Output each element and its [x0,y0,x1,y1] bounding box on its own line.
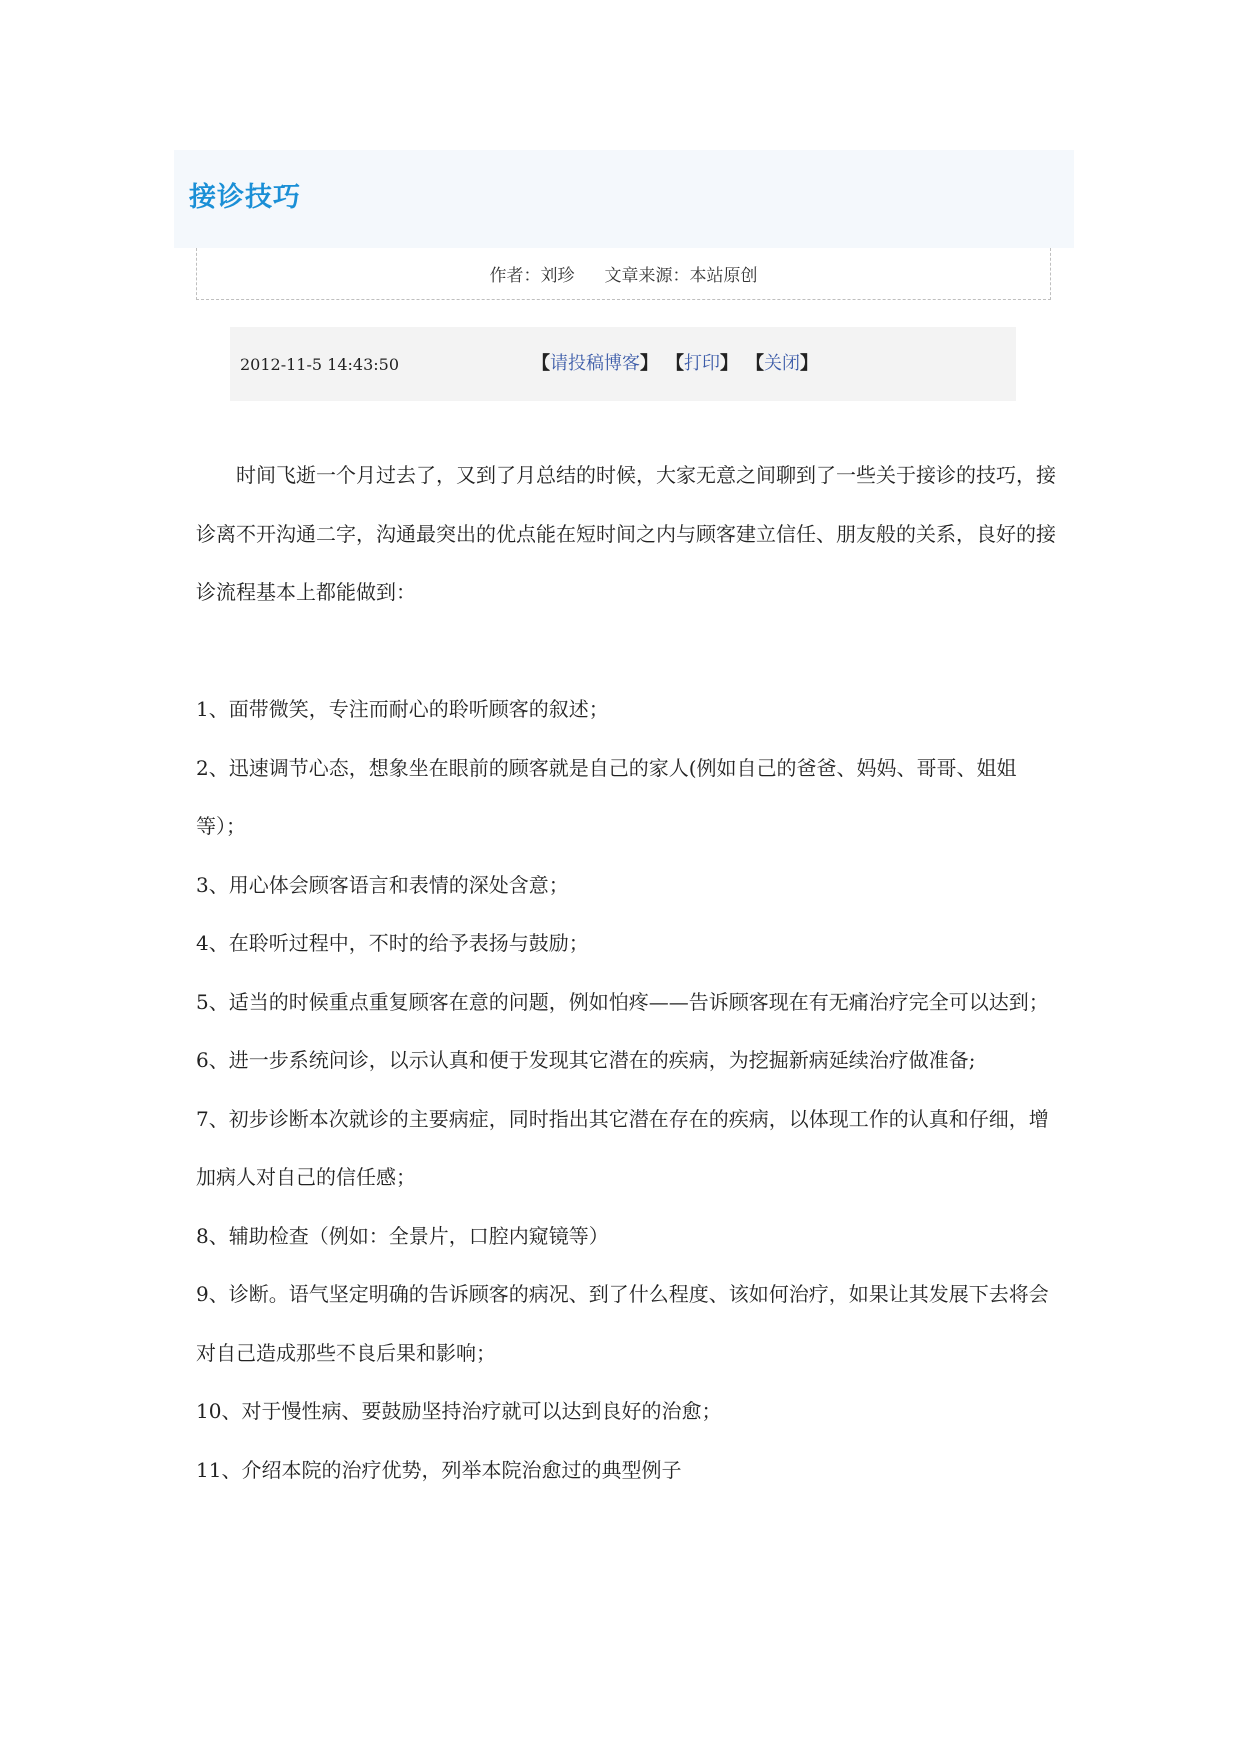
print-link[interactable]: 打印 [684,353,720,374]
list-item: 1、面带微笑，专注而耐心的聆听顾客的叙述； [196,697,609,721]
title-band [174,150,1074,248]
submit-blog-link[interactable]: 请投稿博客 [550,353,640,374]
close-link[interactable]: 关闭 [764,353,800,374]
author-label: 作者：刘珍 [489,266,575,286]
list-item: 4、在聆听过程中，不时的给予表扬与鼓励； [196,931,589,955]
list-item: 3、用心体会顾客语言和表情的深处含意； [196,872,569,897]
list-item: 9、诊断。语气坚定明确的告诉顾客的病况、到了什么程度、该如何治疗，如果让其发展下去将会对自己造成那些不良后果和影响； [196,1282,1049,1365]
publish-datetime: 2012-11-5 14:43:50 [240,355,400,374]
list-item: 7、初步诊断本次就诊的主要病症，同时指出其它潜在存在的疾病，以体现工作的认真和仔细，增加病人对自己的信任感； [196,1106,1049,1189]
source-label: 文章来源：本站原创 [604,266,758,286]
toolbar-links: 【请投稿博客】 【打印】 【关闭】 [532,353,818,374]
list-item: 2、迅速调节心态，想象坐在眼前的顾客就是自己的家人(例如自己的爸爸、妈妈、哥哥、姐姐等）； [196,755,1017,838]
list-item: 5、适当的时候重点重复顾客在意的问题，例如怕疼——告诉顾客现在有无痛治疗完全可以达到； [196,989,1049,1014]
list-item: 8、辅助检查（例如：全景片，口腔内窥镜等） [196,1223,609,1248]
list-item: 6、进一步系统问诊，以示认真和便于发现其它潜在的疾病，为挖掘新病延续治疗做准备; [196,1048,976,1072]
list-item: 10、对于慢性病、要鼓励坚持治疗就可以达到良好的治愈； [196,1399,722,1423]
article-body [196,446,1056,1499]
paragraph-spacer [196,622,1056,681]
list-item: 11、介绍本院的治疗优势，列举本院治愈过的典型例子 [196,1457,682,1482]
article-meta [196,263,1051,289]
article-title: 接诊技巧 [189,182,301,213]
intro-paragraph: 时间飞逝一个月过去了，又到了月总结的时候，大家无意之间聊到了一些关于接诊的技巧，接诊离不开沟通二字，沟通最突出的优点能在短时间之内与顾客建立信任、朋友般的关系，良好的接诊流程基本上都能做到： [196,463,1056,604]
